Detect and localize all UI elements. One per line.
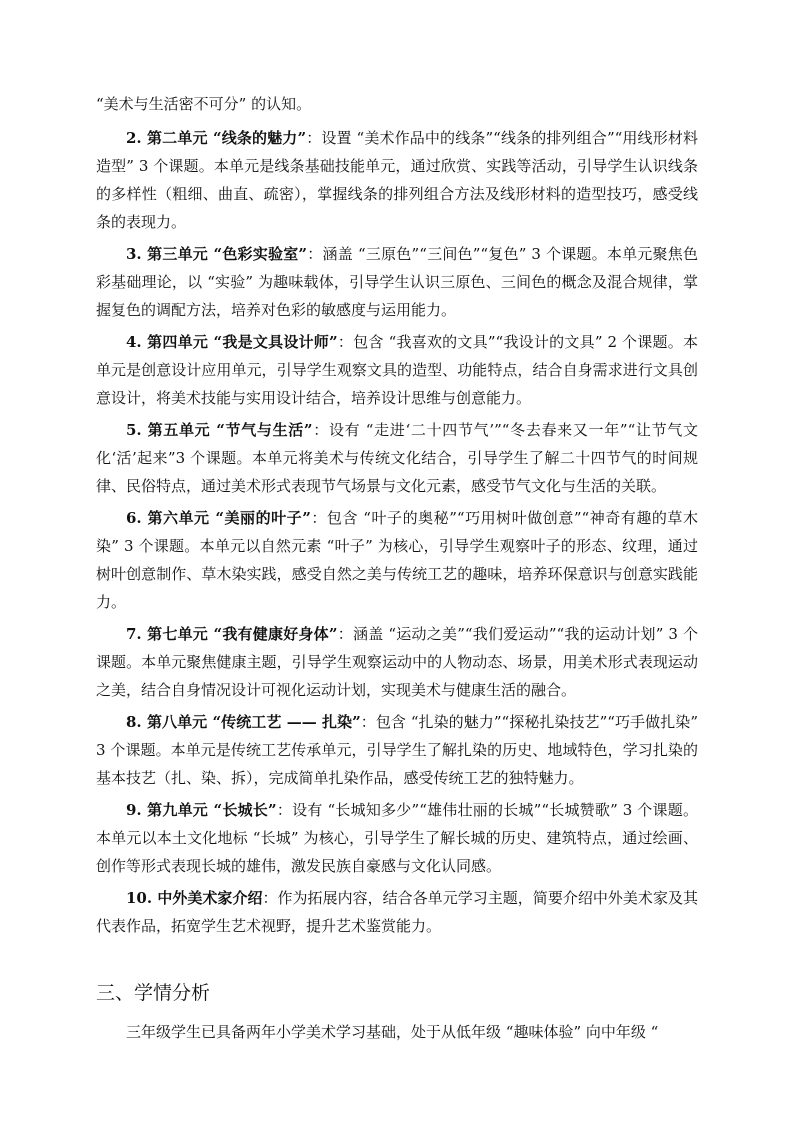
unit-title-text: 第二单元 “线条的魅力” (147, 129, 307, 147)
unit-title-text: 第八单元 “传统工艺 —— 扎染” (146, 713, 361, 731)
unit-separator: ： (337, 625, 353, 643)
unit-number: 9. (126, 801, 142, 819)
unit-title-text: 中外美术家介绍 (157, 889, 263, 907)
unit-number: 4. (126, 333, 142, 351)
unit-title (126, 509, 311, 527)
unit-title (126, 421, 313, 439)
unit-paragraph (96, 416, 698, 500)
unit-separator: ： (262, 889, 278, 907)
unit-paragraph (96, 240, 698, 324)
unit-number: 2. (126, 129, 142, 147)
unit-body: 涵盖 “运动之美”“我们爱运动”“我的运动计划” 3 个课题。本单元聚焦健康主题，引导学生观察运动中的人物动态、场景，用美术形式表现运动之美，结合自身情况设计可视化运动计划，实现美术与健康生活的融合。 (96, 625, 698, 699)
unit-paragraph (96, 708, 698, 792)
unit-body: 包含 “我喜欢的文具”“我设计的文具” 2 个课题。本单元是创意设计应用单元，引导学生观察文具的造型、功能特点，结合自身需求进行文具创意设计，将美术技能与实用设计结合，培养设计思维与创意能力。 (96, 333, 698, 407)
unit-separator: ： (310, 509, 327, 527)
unit-body: 作为拓展内容，结合各单元学习主题，简要介绍中外美术家及其代表作品，拓宽学生艺术视野，提升艺术鉴赏能力。 (96, 889, 698, 935)
unit-separator: ： (337, 333, 354, 351)
unit-title (126, 889, 262, 907)
learning-analysis-paragraph: 三年级学生已具备两年小学美术学习基础，处于从低年级 “趣味体验” 向中年级 “ (126, 1023, 659, 1041)
unit-title-text: 第七单元 “我有健康好身体” (147, 625, 338, 643)
unit-number: 6. (126, 509, 142, 527)
unit-title-text: 第三单元 “色彩实验室” (147, 245, 308, 263)
unit-title (126, 625, 338, 643)
unit-title-text: 第六单元 “美丽的叶子” (147, 509, 311, 527)
unit-title (126, 129, 306, 147)
unit-title (126, 245, 307, 263)
unit-separator: ： (276, 801, 293, 819)
unit-separator: ： (312, 421, 329, 439)
section-heading-learning-analysis: 三、学情分析 (96, 982, 211, 1004)
unit-title (126, 713, 361, 731)
unit-title (126, 333, 338, 351)
unit-body: 设有 “长城知多少”“雄伟壮丽的长城”“长城赞歌” 3 个课题。本单元以本土文化地标 “长城” 为核心，引导学生了解长城的历史、建筑特点，通过绘画、创作等形式表现长城的雄伟，激发民族自豪感与文化认同感。 (96, 801, 698, 875)
unit-body: 设有 “走进‘二十四节气’”“冬去春来又一年”“让节气文化‘活’起来”3 个课题。本单元将美术与传统文化结合，引导学生了解二十四节气的时间规律、民俗特点，通过美术形式表现节气场景与文化元素，感受节气文化与生活的关联。 (96, 421, 698, 495)
document-page (96, 90, 698, 1050)
unit-body: 包含 “叶子的奥秘”“巧用树叶做创意”“神奇有趣的草木染” 3 个课题。本单元以自然元素 “叶子” 为核心，引导学生观察叶子的形态、纹理，通过树叶创意制作、草木染实践，感受自然之美与传统工艺的趣味，培养环保意识与创意实践能力。 (96, 509, 698, 611)
unit-paragraph (96, 124, 698, 236)
unit-number: 8. (126, 713, 142, 731)
unit-paragraph (96, 328, 698, 412)
unit-paragraph (96, 504, 698, 616)
unit-paragraph (96, 884, 698, 940)
unit-separator: ： (360, 713, 376, 731)
unit-separator: ： (307, 245, 323, 263)
unit-separator: ： (306, 129, 322, 147)
unit-title (126, 801, 277, 819)
unit-body: 涵盖 “三原色”“三间色”“复色” 3 个课题。本单元聚焦色彩基础理论，以 “实验” 为趣味载体，引导学生认识三原色、三间色的概念及混合规律，掌握复色的调配方法，培养对色彩的敏感度与运用能力。 (96, 245, 698, 319)
unit-paragraph (96, 796, 698, 880)
unit-title-text: 第五单元 “节气与生活” (147, 421, 313, 439)
unit-number: 7. (126, 625, 142, 643)
unit-body: 包含 “扎染的魅力”“探秘扎染技艺”“巧手做扎染” 3 个课题。本单元是传统工艺传承单元，引导学生了解扎染的历史、地域特色，学习扎染的基本技艺（扎、染、拆），完成简单扎染作品，感受传统工艺的独特魅力。 (96, 713, 698, 787)
unit-number: 3. (126, 245, 142, 263)
unit-number: 5. (126, 421, 142, 439)
unit-title-text: 第四单元 “我是文具设计师” (147, 333, 338, 351)
unit-paragraph (96, 620, 698, 704)
intro-tail-paragraph: “美术与生活密不可分” 的认知。 (96, 95, 312, 113)
unit-body: 设置 “美术作品中的线条”“线条的排列组合”“用线形材料造型” 3 个课题。本单元是线条基础技能单元，通过欣赏、实践等活动，引导学生认识线条的多样性（粗细、曲直、疏密），掌握线条的排列组合方法及线形材料的造型技巧，感受线条的表现力。 (96, 129, 698, 231)
unit-list (96, 124, 698, 940)
unit-number: 10. (126, 889, 153, 907)
unit-title-text: 第九单元 “长城长” (147, 801, 277, 819)
